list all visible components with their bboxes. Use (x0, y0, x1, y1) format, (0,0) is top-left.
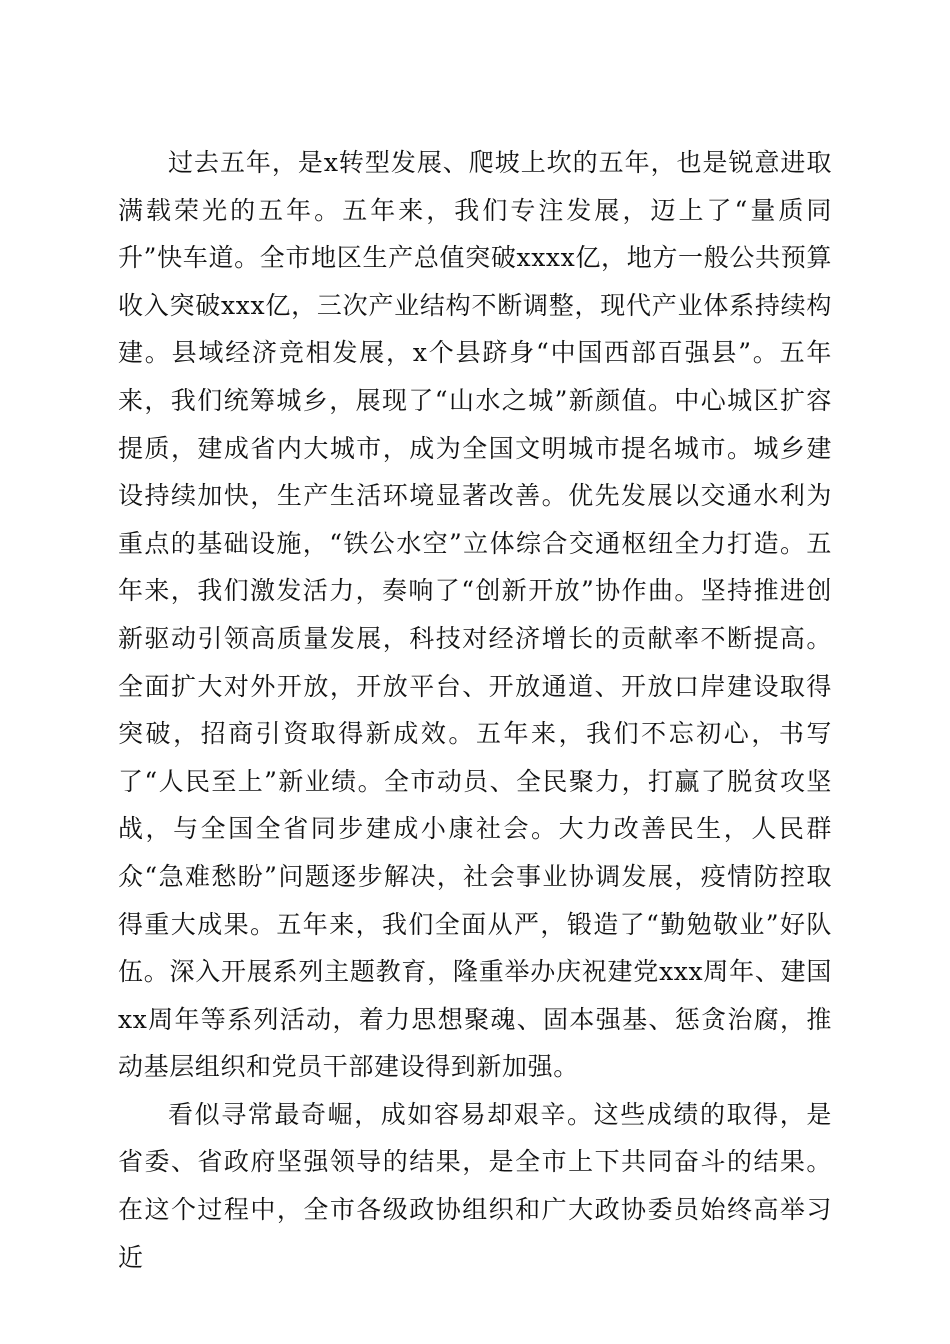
paragraph-2: 看似寻常最奇崛，成如容易却艰辛。这些成绩的取得，是省委、省政府坚强领导的结果，是全市上下共同奋斗的结果。在这个过程中，全市各级政协组织和广大政协委员始终高举习近 (118, 1099, 832, 1272)
document-body (118, 139, 832, 1281)
paragraph-1: 过去五年，是x转型发展、爬坡上坎的五年，也是锐意进取满载荣光的五年。五年来，我们专注发展，迈上了“量质同升”快车道。全市地区生产总值突破xxxx亿，地方一般公共预算收入突破xxx亿，三次产业结构不断调整，现代产业体系持续构建。县域经济竞相发展，x个县跻身“中国西部百强县”。五年来，我们统筹城乡，展现了“山水之城”新颜值。中心城区扩容提质，建成省内大城市，成为全国文明城市提名城市。城乡建设持续加快，生产生活环境显著改善。优先发展以交通水利为重点的基础设施，“铁公水空”立体综合交通枢纽全力打造。五年来，我们激发活力，奏响了“创新开放”协作曲。坚持推进创新驱动引领高质量发展，科技对经济增长的贡献率不断提高。全面扩大对外开放，开放平台、开放通道、开放口岸建设取得突破，招商引资取得新成效。五年来，我们不忘初心，书写了“人民至上”新业绩。全市动员、全民聚力，打赢了脱贫攻坚战，与全国全省同步建成小康社会。大力改善民生，人民群众“急难愁盼”问题逐步解决，社会事业协调发展，疫情防控取得重大成果。五年来，我们全面从严，锻造了“勤勉敬业”好队伍。深入开展系列主题教育，隆重举办庆祝建党xxx周年、建国xx周年等系列活动，着力思想聚魂、固本强基、惩贪治腐，推动基层组织和党员干部建设得到新加强。 (118, 148, 832, 1082)
